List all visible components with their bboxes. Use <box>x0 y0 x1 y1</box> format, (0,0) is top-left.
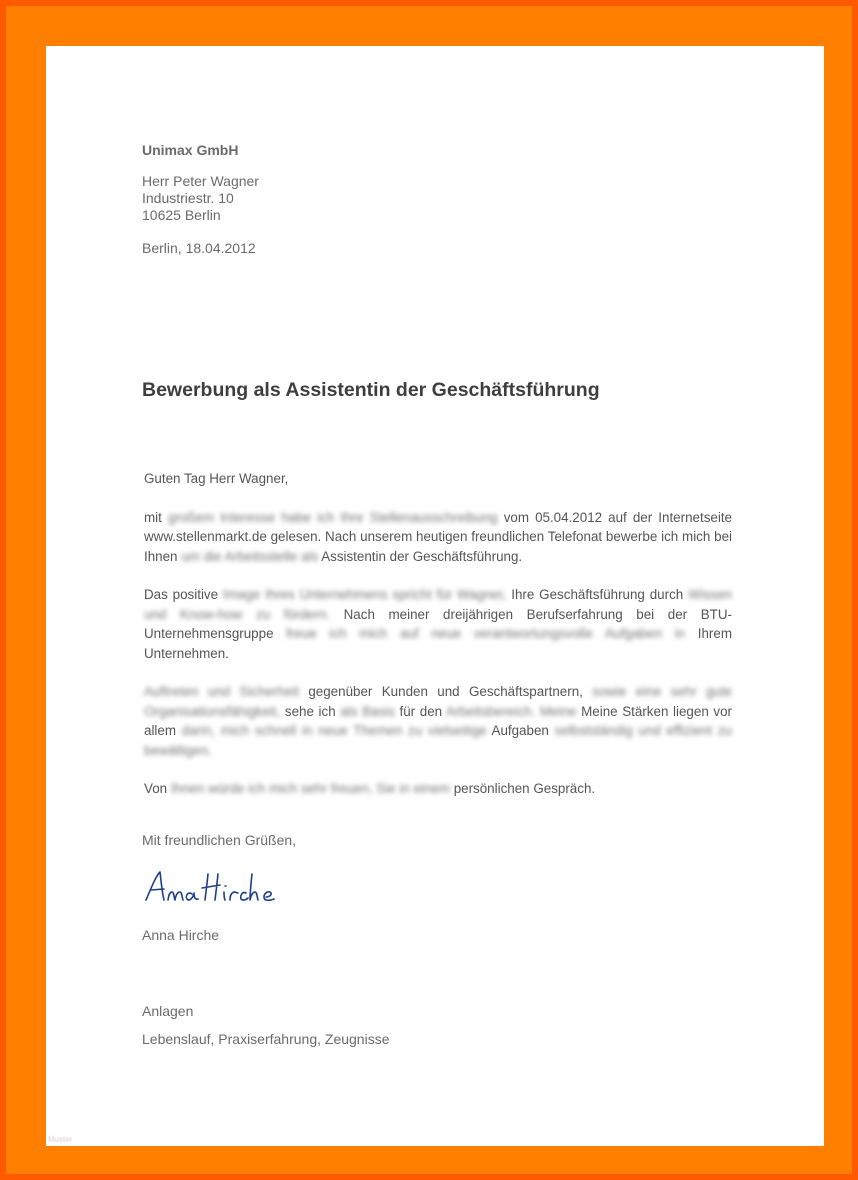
paragraph-1 <box>144 508 732 566</box>
paragraph-2 <box>144 585 732 663</box>
text-run: persönlichen Gespräch. <box>453 781 596 797</box>
recipient-street: Industriestr. 10 <box>142 190 234 206</box>
blurred-text: um die Arbeitsstelle als <box>181 548 319 564</box>
blurred-text: freue ich mich auf neue verantwortungsvolle Aufgaben in <box>286 626 686 642</box>
blurred-text: Auftreten und Sicherheit <box>144 684 299 700</box>
text-run: Nach meiner dreijährigen Berufserfahrung bei der BTU-Unternehmensgruppe <box>144 606 732 642</box>
handwritten-signature <box>142 866 282 906</box>
subject-line: Bewerbung als Assistentin der Geschäftsführung <box>142 379 600 401</box>
signer-name: Anna Hirche <box>142 927 220 943</box>
attachments-list: Lebenslauf, Praxiserfahrung, Zeugnisse <box>142 1031 390 1047</box>
paragraph-4 <box>144 779 732 798</box>
text-run: vom 05.04.2012 auf der Internetseite www.stellenmarkt.de gelesen. Nach unserem heutigen freundlichen Telefonat bewerbe ich mich bei Ihnen <box>144 509 732 564</box>
text-run: gegenüber Kunden und Geschäftspartnern, <box>308 684 583 700</box>
footer-watermark: Muster <box>48 1135 73 1144</box>
date-line: Berlin, 18.04.2012 <box>142 240 256 256</box>
text-run: für den <box>399 703 443 719</box>
text-run: mit <box>144 509 162 525</box>
text-run: Assistentin der Geschäftsführung. <box>321 548 523 564</box>
recipient-city: 10625 Berlin <box>142 207 221 223</box>
text-run: sehe ich <box>284 703 336 719</box>
blurred-text: großem Interesse habe ich Ihre Stellenausschreibung <box>167 509 498 525</box>
paragraph-3 <box>144 682 732 760</box>
sender-company: Unimax GmbH <box>142 142 239 158</box>
letter-body <box>144 469 732 818</box>
blurred-text: als Basis <box>340 703 395 719</box>
blurred-text: Arbeitsbereich. Meine <box>446 703 577 719</box>
text-run: Ihre Geschäftsführung durch <box>511 587 684 603</box>
recipient-name: Herr Peter Wagner <box>142 173 259 189</box>
text-run: Das positive <box>144 587 219 603</box>
closing-line: Mit freundlichen Grüßen, <box>142 832 297 848</box>
text-run: Ihrem Unternehmen. <box>144 626 732 661</box>
text-run: Von <box>144 781 168 797</box>
letter-page <box>46 46 824 1146</box>
blurred-text: Ihnen würde ich mich sehr freuen, Sie in einem <box>170 781 450 797</box>
blurred-text: sowie eine sehr gute Organisationsfähigkeit, <box>144 684 733 719</box>
blurred-text: darin, mich schnell in neue Themen zu vielseitige <box>181 723 487 739</box>
blurred-text: Image Ihres Unternehmens spricht für Wagner, <box>222 587 507 603</box>
salutation: Guten Tag Herr Wagner, <box>144 471 289 486</box>
recipient-address <box>142 173 259 224</box>
blurred-text: selbstständig und effizient zu bewältigen. <box>144 723 732 758</box>
text-run: Meine Stärken liegen vor allem <box>144 703 733 739</box>
attachments-heading: Anlagen <box>142 1003 194 1019</box>
text-run: Aufgaben <box>491 723 549 739</box>
blurred-text: Wissen und Know-how zu fördern. <box>144 587 732 622</box>
